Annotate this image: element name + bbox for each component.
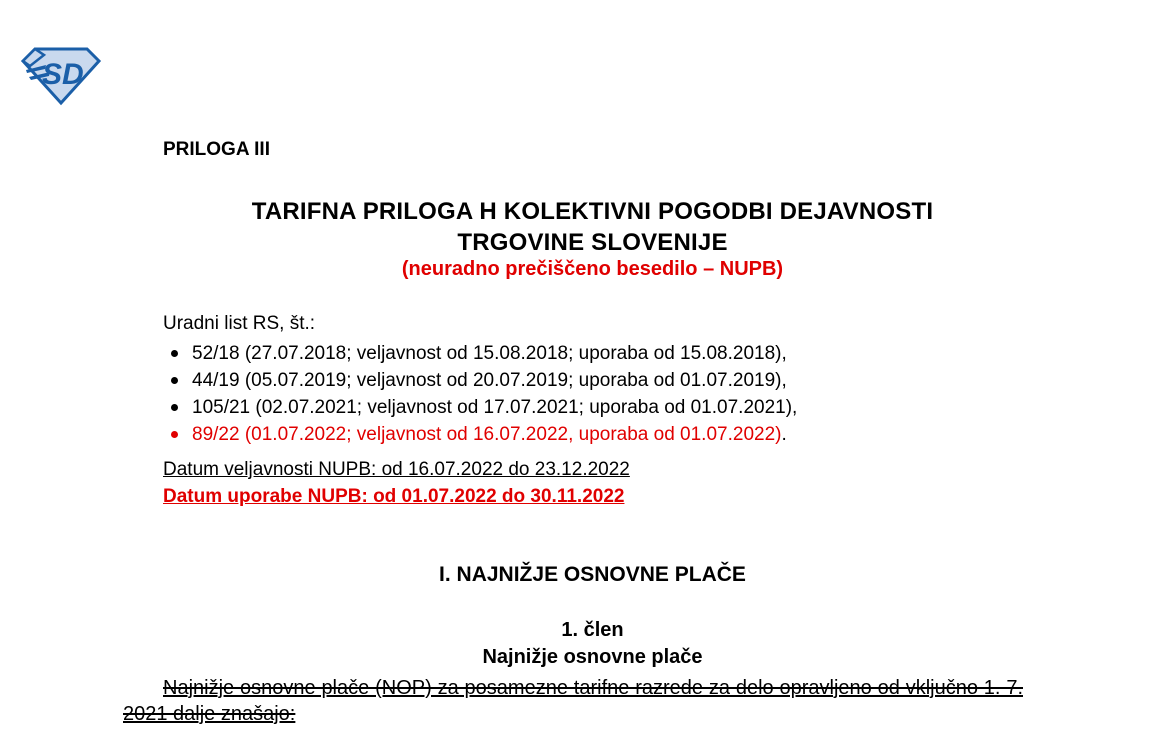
gazette-item-suffix: . bbox=[781, 424, 787, 445]
official-gazette-label: Uradni list RS, št.: bbox=[163, 313, 316, 334]
article-title: Najnižje osnovne plače bbox=[482, 646, 703, 668]
gazette-item bbox=[163, 367, 1022, 394]
document-title-line2: TRGOVINE SLOVENIJE bbox=[457, 229, 728, 256]
gazette-item bbox=[163, 340, 1022, 367]
article-heading bbox=[163, 617, 1022, 671]
sd-shield-icon bbox=[20, 46, 102, 106]
gazette-item-text: 52/18 (27.07.2018; veljavnost od 15.08.2018; uporaba od 15.08.2018), bbox=[192, 343, 787, 364]
gazette-item-text: 44/19 (05.07.2019; veljavnost od 20.07.2019; uporaba od 01.07.2019), bbox=[192, 370, 787, 391]
gazette-item bbox=[163, 394, 1022, 421]
document-title-line1: TARIFNA PRILOGA H KOLEKTIVNI POGODBI DEJAVNOSTI bbox=[251, 198, 934, 225]
struck-paragraph: Najnižje osnovne plače (NOP) za posamezne tarifne razrede za delo opravljeno od vključno 1. 7. 2021 dalje znašajo: bbox=[123, 677, 1023, 725]
gazette-item-text: 105/21 (02.07.2021; veljavnost od 17.07.2021; uporaba od 01.07.2021), bbox=[192, 397, 798, 418]
document-title bbox=[163, 196, 1022, 258]
logo-letters: SD bbox=[42, 58, 84, 91]
section-heading: I. NAJNIŽJE OSNOVNE PLAČE bbox=[439, 563, 746, 586]
gazette-item-text: 89/22 (01.07.2022; veljavnost od 16.07.2022, uporaba od 01.07.2022) bbox=[192, 424, 782, 445]
sd-shield-logo bbox=[20, 46, 102, 106]
gazette-list bbox=[163, 340, 1022, 448]
article-number: 1. člen bbox=[561, 619, 624, 641]
gazette-item-highlighted bbox=[163, 421, 1022, 448]
document-subtitle: (neuradno prečiščeno besedilo – NUPB) bbox=[401, 258, 784, 280]
nupb-usage-line: Datum uporabe NUPB: od 01.07.2022 do 30.11.2022 bbox=[163, 486, 625, 507]
document-content bbox=[123, 0, 1023, 727]
annex-label: PRILOGA III bbox=[163, 139, 270, 160]
nupb-validity-line: Datum veljavnosti NUPB: od 16.07.2022 do 23.12.2022 bbox=[163, 459, 630, 480]
